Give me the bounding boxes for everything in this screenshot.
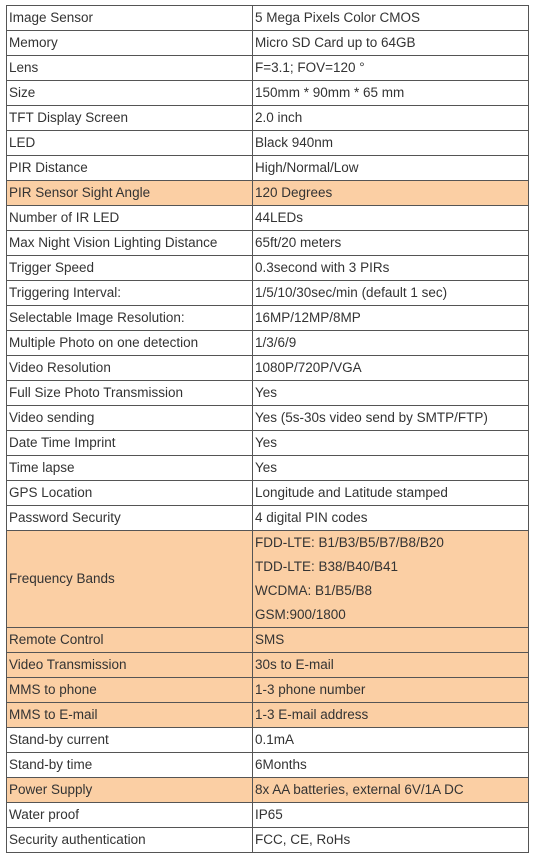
spec-value-line: 44LEDs [255,210,304,225]
spec-value [253,6,529,31]
spec-label: MMS to phone [7,678,253,703]
table-row [7,753,529,778]
spec-value [253,306,529,331]
spec-value-line: Black 940nm [255,135,334,150]
table-row [7,281,529,306]
spec-value [253,456,529,481]
spec-label: Size [7,81,253,106]
spec-value-line: FDD-LTE: B1/B3/B5/B7/B8/B20 [255,535,444,550]
table-row [7,131,529,156]
spec-value [253,381,529,406]
spec-value [253,206,529,231]
spec-label: Video Transmission [7,653,253,678]
table-row [7,306,529,331]
table-row [7,156,529,181]
spec-label: Remote Control [7,628,253,653]
table-row [7,653,529,678]
table-row [7,181,529,206]
spec-value-line: Yes [255,385,278,400]
spec-value [253,106,529,131]
spec-label: PIR Distance [7,156,253,181]
spec-table [6,5,529,853]
spec-value-line: WCDMA: B1/B5/B8 [255,583,373,598]
spec-value [253,728,529,753]
spec-label: Trigger Speed [7,256,253,281]
table-row [7,231,529,256]
spec-value [253,481,529,506]
spec-value [253,231,529,256]
spec-value [253,778,529,803]
spec-label: Stand-by current [7,728,253,753]
spec-value-line: 0.3second with 3 PIRs [255,260,390,275]
table-row [7,6,529,31]
spec-label: Number of IR LED [7,206,253,231]
spec-value [253,506,529,531]
table-row [7,678,529,703]
spec-value-line: Longitude and Latitude stamped [255,485,448,500]
table-row [7,531,529,628]
table-row [7,106,529,131]
spec-label: Time lapse [7,456,253,481]
table-row [7,431,529,456]
spec-value [253,131,529,156]
spec-value [253,803,529,828]
spec-value-line: 1-3 E-mail address [255,707,369,722]
spec-value-line: Micro SD Card up to 64GB [255,35,416,50]
spec-value [253,81,529,106]
spec-label: Multiple Photo on one detection [7,331,253,356]
table-row [7,828,529,853]
spec-value [253,703,529,728]
table-row [7,728,529,753]
spec-value [253,331,529,356]
spec-label: LED [7,131,253,156]
spec-value-line: Yes (5s-30s video send by SMTP/FTP) [255,410,488,425]
spec-value [253,653,529,678]
spec-label: PIR Sensor Sight Angle [7,181,253,206]
spec-label: Video Resolution [7,356,253,381]
spec-value-line: F=3.1; FOV=120 ° [255,60,365,75]
spec-value-line: 1/3/6/9 [255,335,297,350]
spec-label: Password Security [7,506,253,531]
spec-value-line: 1080P/720P/VGA [255,360,362,375]
spec-value-line: FCC, CE, RoHs [255,832,351,847]
spec-value [253,531,529,628]
spec-label: MMS to E-mail [7,703,253,728]
spec-value [253,256,529,281]
spec-value [253,156,529,181]
table-row [7,456,529,481]
spec-value-line: IP65 [255,807,283,822]
spec-value [253,281,529,306]
spec-value-line: 1-3 phone number [255,682,366,697]
table-row [7,778,529,803]
spec-value [253,181,529,206]
spec-value-line: GSM:900/1800 [255,607,346,622]
spec-value-line: 0.1mA [255,732,295,747]
table-row [7,506,529,531]
spec-value-line: Yes [255,460,278,475]
spec-label: TFT Display Screen [7,106,253,131]
spec-value-line: 2.0 inch [255,110,303,125]
spec-value-line: 30s to E-mail [255,657,334,672]
spec-value-line: 150mm * 90mm * 65 mm [255,85,405,100]
spec-value [253,678,529,703]
spec-value [253,753,529,778]
spec-value-line: 8x AA batteries, external 6V/1A DC [255,782,464,797]
spec-value-line: Yes [255,435,278,450]
spec-value [253,56,529,81]
table-row [7,356,529,381]
spec-value [253,828,529,853]
spec-label: Full Size Photo Transmission [7,381,253,406]
spec-label: GPS Location [7,481,253,506]
spec-label: Power Supply [7,778,253,803]
table-row [7,628,529,653]
spec-label: Date Time Imprint [7,431,253,456]
table-row [7,703,529,728]
table-row [7,206,529,231]
table-row [7,256,529,281]
table-row [7,381,529,406]
table-row [7,56,529,81]
spec-value [253,431,529,456]
spec-value [253,31,529,56]
spec-value-line: 65ft/20 meters [255,235,342,250]
spec-label: Video sending [7,406,253,431]
spec-value-line: TDD-LTE: B38/B40/B41 [255,559,399,574]
spec-value-line: 120 Degrees [255,185,333,200]
table-row [7,331,529,356]
spec-label: Image Sensor [7,6,253,31]
spec-label: Frequency Bands [7,531,253,628]
spec-label: Max Night Vision Lighting Distance [7,231,253,256]
spec-value [253,628,529,653]
table-row [7,481,529,506]
spec-label: Security authentication [7,828,253,853]
spec-value-line: 1/5/10/30sec/min (default 1 sec) [255,285,448,300]
spec-value-line: 6Months [255,757,307,772]
spec-value-line: SMS [255,632,285,647]
spec-label: Selectable Image Resolution: [7,306,253,331]
table-row [7,803,529,828]
spec-label: Water proof [7,803,253,828]
table-row [7,81,529,106]
spec-value-line: 4 digital PIN codes [255,510,368,525]
spec-value-line: 5 Mega Pixels Color CMOS [255,10,421,25]
table-row [7,31,529,56]
spec-table-body [7,6,529,853]
spec-label: Lens [7,56,253,81]
spec-label: Triggering Interval: [7,281,253,306]
spec-label: Stand-by time [7,753,253,778]
spec-value [253,356,529,381]
spec-label: Memory [7,31,253,56]
table-row [7,406,529,431]
spec-value-line: High/Normal/Low [255,160,359,175]
spec-value [253,406,529,431]
spec-value-line: 16MP/12MP/8MP [255,310,361,325]
